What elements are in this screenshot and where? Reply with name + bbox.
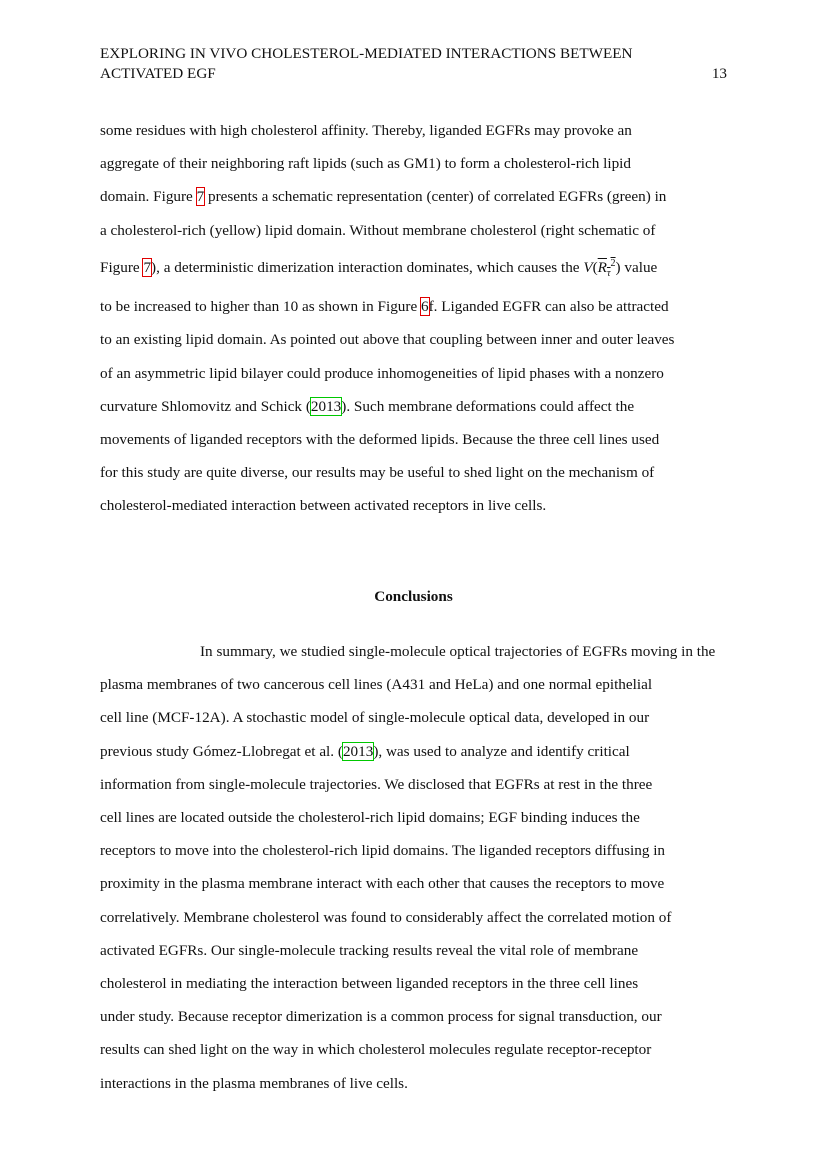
citation-link[interactable]: 2013: [310, 397, 342, 415]
math-subscript: τ: [606, 267, 611, 279]
text-fragment: presents a schematic representation (center) of correlated EGFRs (green) in: [204, 188, 667, 206]
text-line: for this study are quite diverse, our results may be useful to shed light on the mechanism of: [100, 464, 655, 482]
text-line: cell lines are located outside the cholesterol-rich lipid domains; EGF binding induces the: [100, 809, 640, 827]
text-line: [100, 180, 727, 213]
text-fragment: domain. Figure: [100, 188, 197, 206]
text-fragment: to be increased to higher than 10 as shown in Figure: [100, 298, 421, 316]
figure-link[interactable]: 6: [420, 298, 429, 316]
text-line: [100, 735, 727, 768]
running-title: [100, 44, 690, 84]
running-head: [100, 44, 727, 84]
text-line: interactions in the plasma membranes of live cells.: [100, 1074, 408, 1092]
math-variable-r: R: [597, 258, 607, 276]
math-superscript: 2: [610, 257, 616, 269]
math-variable-v: V: [583, 258, 593, 276]
text-line: results can shed light on the way in which cholesterol molecules regulate receptor-receptor: [100, 1041, 652, 1059]
page-number: 13: [711, 65, 727, 82]
text-line: some residues with high cholesterol affinity. Thereby, liganded EGFRs may provoke an: [100, 122, 632, 139]
text-line: cholesterol-mediated interaction between activated receptors in live cells.: [100, 497, 547, 515]
text-fragment: ), was used to analyze and identify critical: [373, 742, 630, 760]
text-line: activated EGFRs. Our single-molecule tracking results reveal the vital role of membrane: [100, 941, 639, 959]
figure-link[interactable]: 7: [143, 258, 152, 276]
text-line: cholesterol in mediating the interaction between liganded receptors in the three cell lines: [100, 975, 639, 993]
text-line: receptors to move into the cholesterol-rich lipid domains. The liganded receptors diffusing in: [100, 842, 666, 860]
text-line: correlatively. Membrane cholesterol was found to considerably affect the correlated motion of: [100, 908, 672, 926]
text-fragment: f. Liganded EGFR can also be attracted: [428, 298, 669, 316]
paragraph: [100, 635, 727, 1100]
text-line: aggregate of their neighboring raft lipids (such as GM1) to form a cholesterol-rich lipid: [100, 155, 631, 173]
text-line: proximity in the plasma membrane interact with each other that causes the receptors to move: [100, 875, 665, 893]
text-line: plasma membranes of two cancerous cell lines (A431 and HeLa) and one normal epithelial: [100, 676, 653, 694]
text-line: a cholesterol-rich (yellow) lipid domain. Without membrane cholesterol (right schematic of: [100, 221, 656, 239]
text-line: [100, 247, 727, 290]
running-title-line: ACTIVATED EGF: [100, 65, 216, 82]
text-line: to an existing lipid domain. As pointed out above that coupling between inner and outer leaves: [100, 331, 675, 349]
text-fragment: ), a deterministic dimerization interaction dominates, which causes the: [151, 258, 584, 276]
text-fragment: curvature Shlomovitz and Schick (: [100, 397, 311, 415]
figure-link[interactable]: 7: [196, 188, 205, 206]
text-line: [100, 390, 727, 423]
paragraph: [100, 114, 727, 523]
text-fragment: previous study Gómez-Llobregat et al. (: [100, 742, 343, 760]
text-line: under study. Because receptor dimerization is a common process for signal transduction, our: [100, 1008, 662, 1026]
running-title-line: EXPLORING IN VIVO CHOLESTEROL-MEDIATED INTERACTIONS BETWEEN: [100, 45, 633, 62]
section-heading: Conclusions: [374, 587, 453, 605]
text-fragment: value: [620, 258, 658, 276]
text-fragment: ). Such membrane deformations could affect the: [341, 397, 635, 415]
text-line: In summary, we studied single-molecule optical trajectories of EGFRs moving in the: [200, 643, 716, 660]
text-line: information from single-molecule trajectories. We disclosed that EGFRs at rest in the three: [100, 775, 653, 793]
math-expression: $V(R_\tau^2)$: [583, 257, 621, 279]
text-line: movements of liganded receptors with the deformed lipids. Because the three cell lines used: [100, 430, 660, 448]
text-line: cell line (MCF-12A). A stochastic model of single-molecule optical data, developed in our: [100, 709, 650, 727]
citation-link[interactable]: 2013: [342, 742, 374, 760]
text-fragment: Figure: [100, 258, 144, 276]
text-line: [100, 290, 727, 323]
text-line: of an asymmetric lipid bilayer could produce inhomogeneities of lipid phases with a nonzero: [100, 364, 664, 382]
